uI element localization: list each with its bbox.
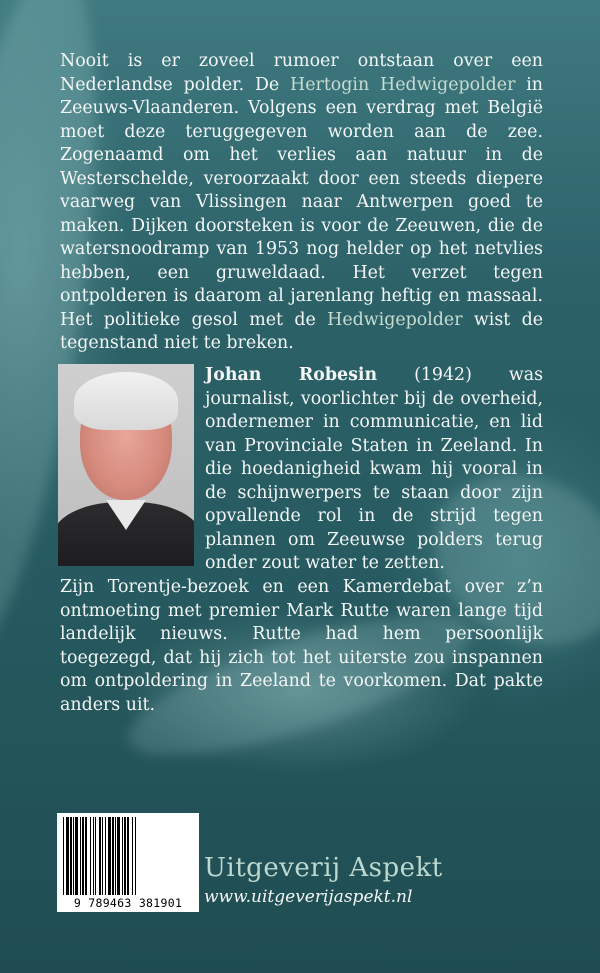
barcode-bar	[122, 817, 123, 895]
barcode-bar	[108, 817, 111, 895]
polder-name-highlight: Hertogin Hedwigepolder	[290, 74, 516, 95]
polder-name-highlight: Hedwigepolder	[327, 309, 463, 330]
publisher-name: Uitgeverij Aspekt	[204, 853, 443, 883]
blurb-text: in Zeeuws-Vlaanderen. Volgens een verdrag met België moet deze teruggegeven worden aan de zee. Zogenaamd om het verlies aan natuur in de Westerschelde, veroorzaakt door een steeds diepere vaarweg van Vlissingen naar Antwerpen goed te maken. Dijken doorsteken is voor de Zeeuwen, die de watersnoodramp van 1953 nog helder op het netvlies hebben, een gruweldaad. Het verzet tegen ontpolderen is daarom al jarenlang heftig en massaal. Het politieke gesol met de	[60, 74, 544, 330]
publisher-url[interactable]: www.uitgeverijaspekt.nl	[204, 887, 413, 907]
barcode-bar	[117, 817, 120, 895]
barcode-bar	[105, 817, 106, 895]
barcode-bar	[135, 817, 136, 895]
barcode-bar	[63, 817, 64, 895]
barcode-bar	[75, 817, 78, 895]
barcode-bars	[61, 817, 195, 895]
blurb-text: Nooit is er zoveel rumoer ontstaan over een Nederlandse polder. De	[60, 51, 543, 95]
barcode-bar	[132, 817, 133, 895]
barcode-bar	[99, 817, 101, 895]
author-bio	[205, 364, 543, 576]
barcode-bar	[95, 817, 96, 895]
barcode-bar	[90, 817, 91, 895]
barcode-bar	[124, 817, 126, 895]
barcode-bar	[93, 817, 94, 895]
barcode-bar	[102, 817, 103, 895]
barcode-bar	[112, 817, 114, 895]
barcode-bar	[82, 817, 84, 895]
barcode-bar	[127, 817, 129, 895]
isbn-barcode	[57, 813, 199, 912]
blurb-paragraph	[60, 50, 543, 356]
author-bio-text: Zijn Torentje-bezoek en een Kamerdebat over z’n ontmoeting met premier Mark Rutte waren lange tijd landelijk nieuws. Rutte had hem persoonlijk toegezegd, dat hij zich tot het uiterste zou inspannen om ontpoldering in Zeeland te voorkomen. Dat pakte anders uit.	[60, 577, 543, 715]
author-photo	[58, 364, 194, 566]
book-blurb	[60, 50, 543, 356]
author-photo-hair	[74, 372, 178, 430]
barcode-bar	[85, 817, 87, 895]
blurb-text: wist de tegenstand niet te breken.	[60, 309, 544, 353]
barcode-bar	[66, 817, 69, 895]
barcode-bar	[115, 817, 116, 895]
barcode-bar	[80, 817, 81, 895]
barcode-bar	[70, 817, 72, 895]
isbn-digits: 9 789463 381901	[73, 896, 183, 910]
author-name: Johan Robesin	[205, 365, 378, 385]
author-bio-continued	[60, 576, 543, 717]
author-bio-text: (1942) was journalist, voorlichter bij de overheid, ondernemer in communicatie, en lid van Provinciale Staten in Zeeland. In die hoedanigheid kwam hij vooral in de schijnwerpers te staan door zijn opvallende rol in de strijd tegen plannen om Zeeuwse polders terug onder zout water te zetten.	[205, 365, 543, 573]
barcode-bar	[73, 817, 74, 895]
